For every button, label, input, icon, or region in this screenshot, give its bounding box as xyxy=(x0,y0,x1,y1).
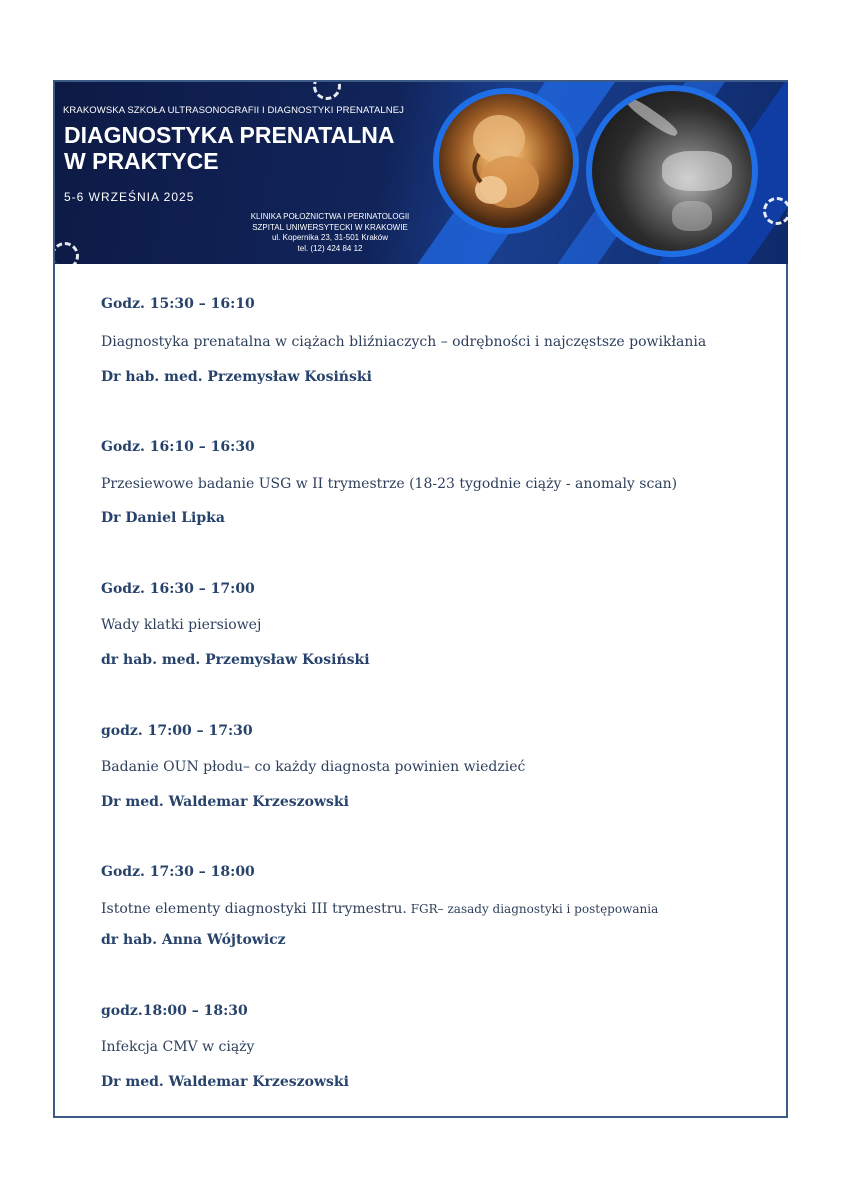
session-speaker: Dr med. Waldemar Krzeszowski xyxy=(101,794,349,810)
phone-number: tel. (12) 424 84 12 xyxy=(297,243,363,253)
hospital-name: SZPITAL UNIWERSYTECKI W KRAKOWIE xyxy=(252,222,408,232)
clinic-address xyxy=(225,212,435,254)
session-time: Godz. 16:10 – 16:30 xyxy=(101,439,255,455)
clinic-name: KLINIKA POŁOŻNICTWA I PERINATOLOGII xyxy=(250,212,410,221)
fetus-shape-icon xyxy=(439,94,573,228)
banner-title-line1: DIAGNOSTYKA PRENATALNA xyxy=(64,122,395,148)
decorative-arc-icon xyxy=(313,82,341,100)
session-speaker: dr hab. Anna Wójtowicz xyxy=(101,932,286,948)
session-topic: Infekcja CMV w ciąży xyxy=(101,1039,255,1055)
session-time: godz.18:00 – 18:30 xyxy=(101,1003,248,1019)
session-topic: Badanie OUN płodu– co każdy diagnosta powinien wiedzieć xyxy=(101,759,526,775)
session-time: godz. 17:00 – 17:30 xyxy=(101,723,253,739)
session-topic: Wady klatki piersiowej xyxy=(101,617,262,633)
session-time: Godz. 17:30 – 18:00 xyxy=(101,864,255,880)
event-date: 5-6 WRZEŚNIA 2025 xyxy=(64,190,195,204)
session-topic: Diagnostyka prenatalna w ciążach bliźniaczych – odrębności i najczęstsze powikłania xyxy=(101,334,707,350)
banner-title-line2: W PRAKTYCE xyxy=(64,148,219,174)
session-topic-main: Istotne elementy diagnostyki III trymestru. xyxy=(101,901,407,917)
ultrasound-image xyxy=(586,85,758,257)
decorative-arc-icon xyxy=(763,197,788,225)
session-time: Godz. 15:30 – 16:10 xyxy=(101,296,255,312)
session-topic xyxy=(101,901,658,917)
banner-subtitle: KRAKOWSKA SZKOŁA ULTRASONOGRAFII I DIAGNOSTYKI PRENATALNEJ xyxy=(63,105,405,116)
session-speaker: Dr med. Waldemar Krzeszowski xyxy=(101,1074,349,1090)
session-time: Godz. 16:30 – 17:00 xyxy=(101,581,255,597)
session-topic-detail: FGR– zasady diagnostyki i postępowania xyxy=(406,902,659,916)
session-speaker: Dr hab. med. Przemysław Kosiński xyxy=(101,369,372,385)
session-topic: Przesiewowe badanie USG w II trymestrze (18-23 tygodnie ciąży - anomaly scan) xyxy=(101,476,678,492)
street-address: ul. Kopernika 23, 31-501 Kraków xyxy=(271,233,389,242)
session-speaker: Dr Daniel Lipka xyxy=(101,510,225,526)
decorative-arc-icon xyxy=(55,242,79,264)
banner-title xyxy=(64,122,424,174)
header-banner xyxy=(55,82,788,264)
fetus-3d-image xyxy=(433,88,579,234)
session-speaker: dr hab. med. Przemysław Kosiński xyxy=(101,652,370,668)
